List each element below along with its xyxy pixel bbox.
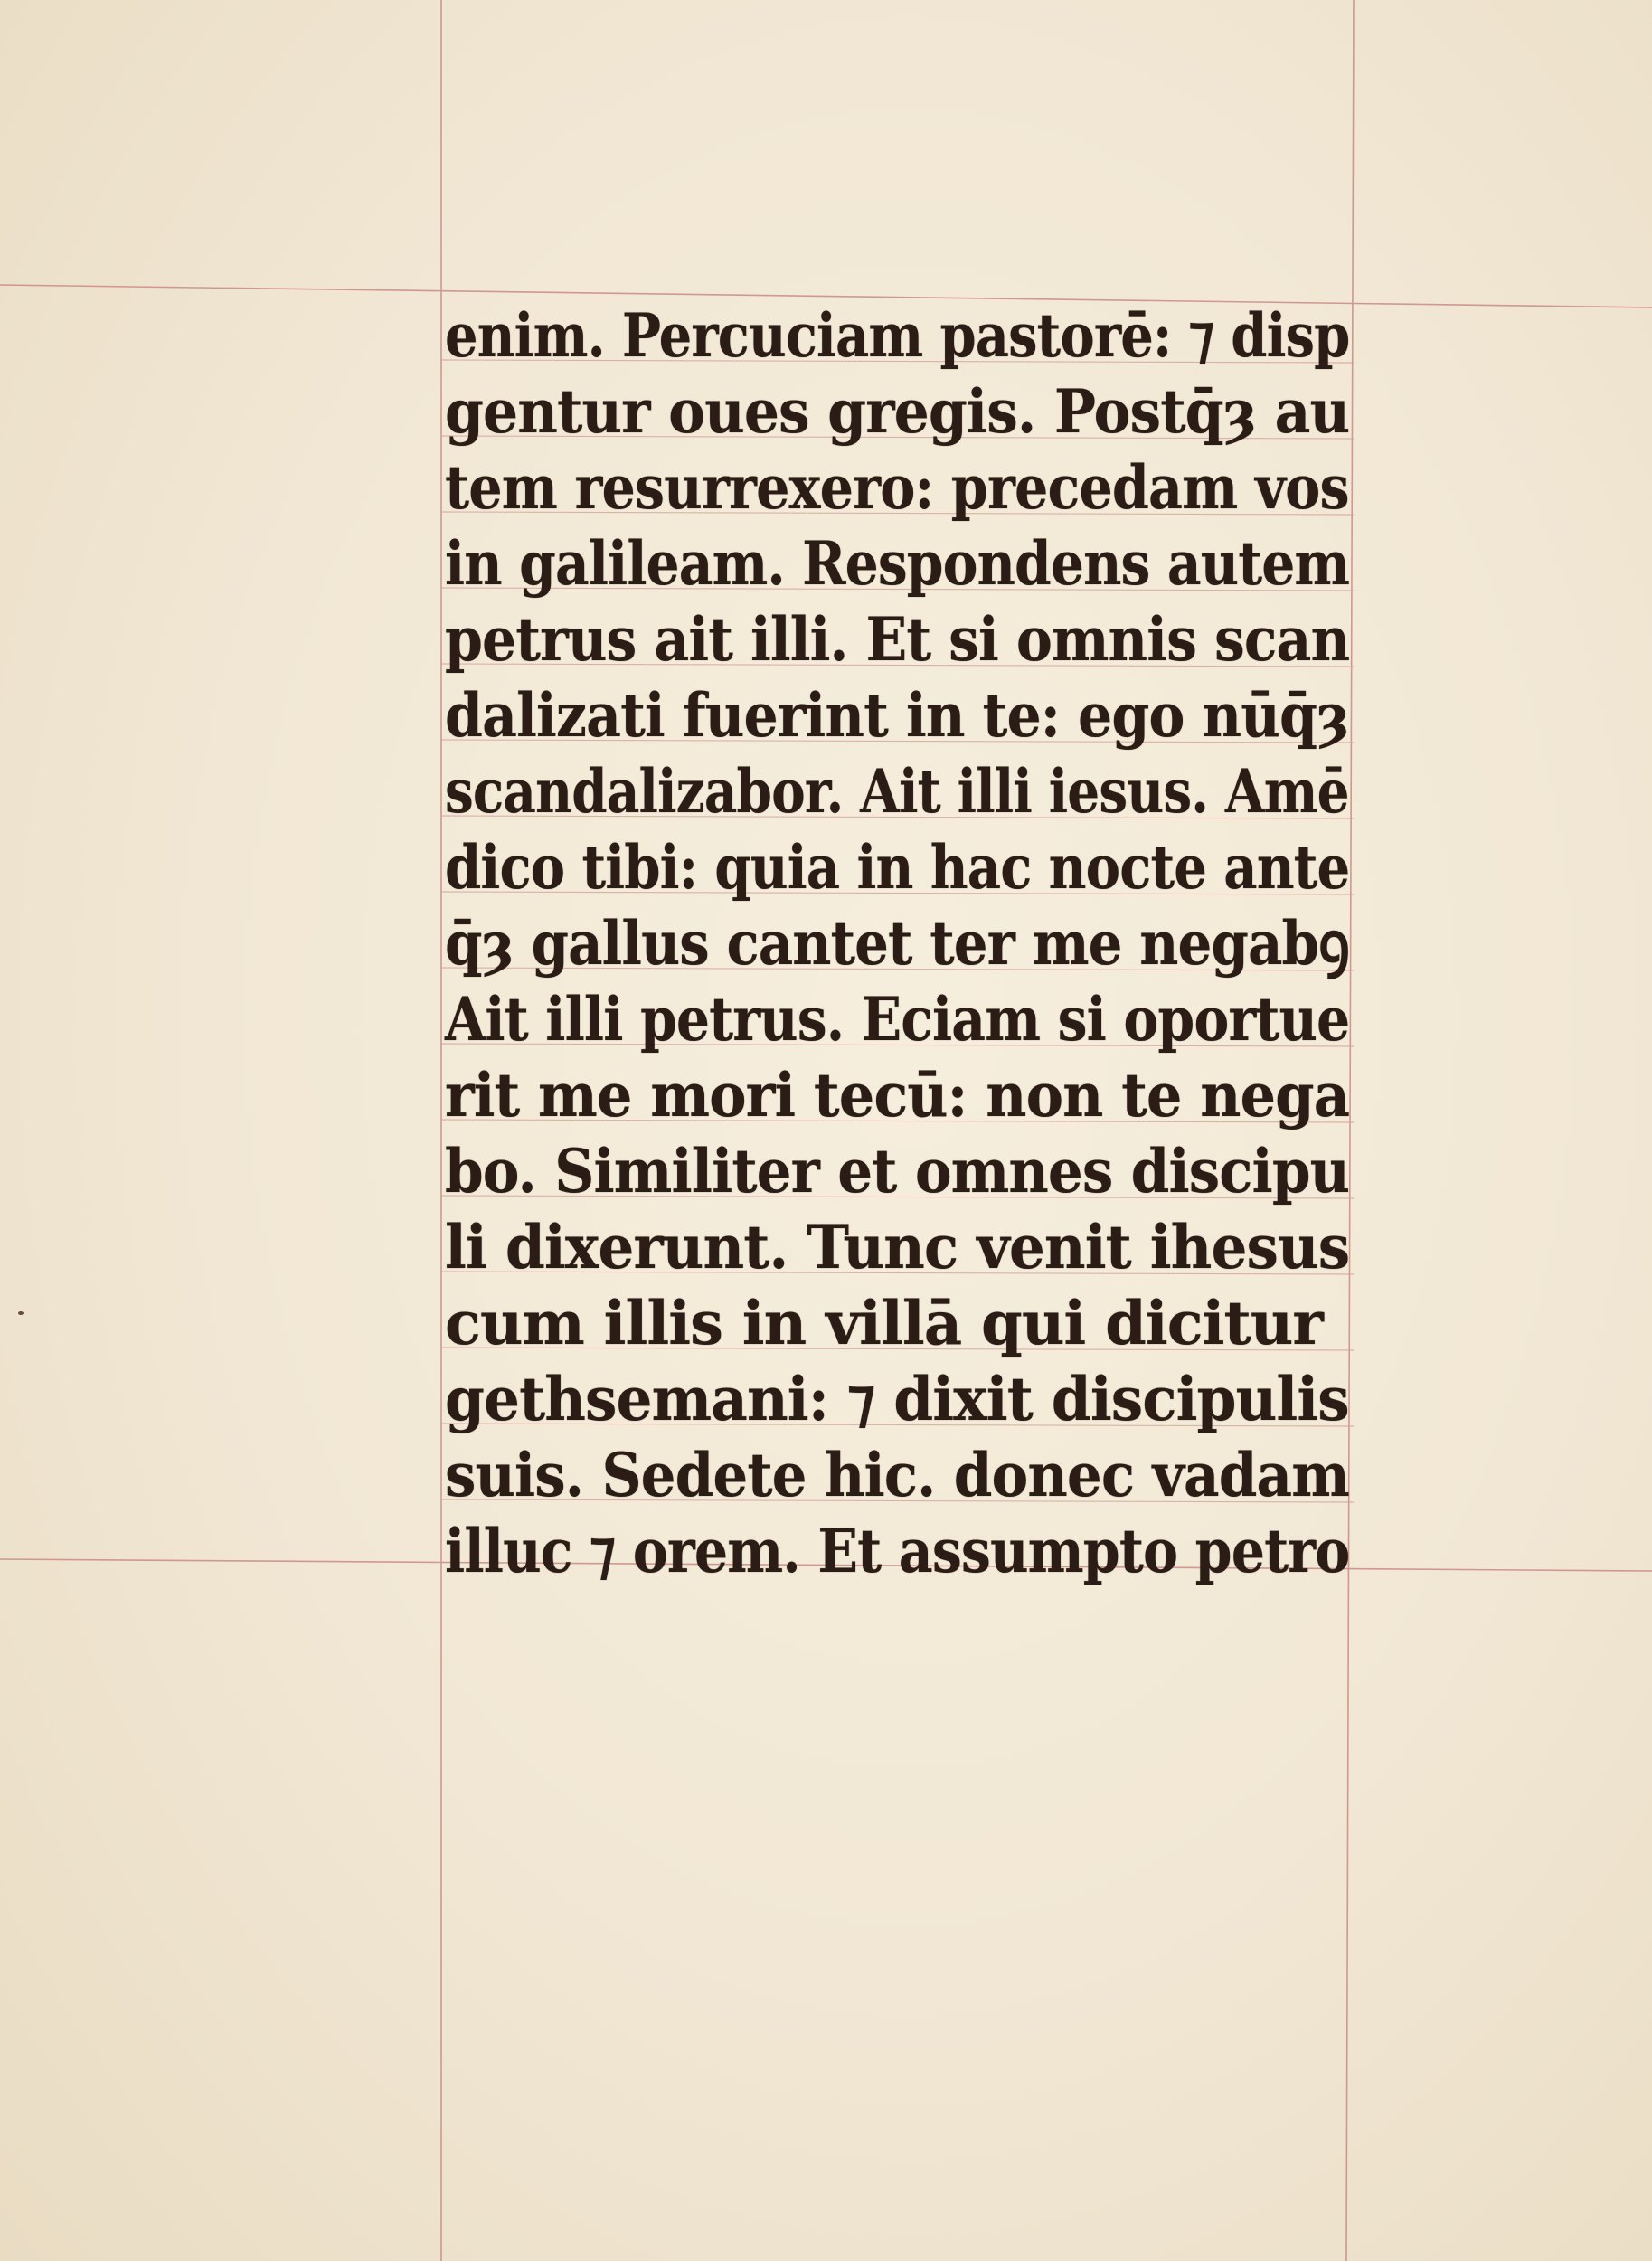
text-line: petrus ait illi. Et si omnis scan	[445, 604, 1350, 675]
text-line: dico tibi: quia in hac nocte ante	[445, 832, 1350, 903]
text-line: li dixerunt. Tunc venit ihesus	[445, 1212, 1350, 1282]
text-line: dalizati fuerint in te: ego nūq̄ȝ	[445, 680, 1349, 751]
text-line: bo. Similiter et omnes discipu	[445, 1136, 1350, 1206]
text-line: scandalizabor. Ait illi iesus. Amē	[445, 756, 1349, 827]
text-line: suis. Sedete hic. donec vadam	[445, 1440, 1349, 1510]
manuscript-text-block	[445, 298, 1356, 1586]
text-line: tem resurrexero: precedam vos	[445, 452, 1349, 523]
text-line: gethsemani: ⁊ dixit discipulis	[445, 1364, 1349, 1434]
ink-speck	[18, 1311, 24, 1315]
text-line: gentur oues gregis. Postq̄ȝ au	[445, 376, 1350, 447]
text-line: enim. Percuciam pastorē: ⁊ disp	[445, 300, 1350, 371]
text-line: rit me mori tecū: non te nega	[445, 1060, 1350, 1130]
text-line: q̄ȝ gallus cantet ter me negabꝯ	[445, 908, 1350, 979]
text-line: illuc ⁊ orem. Et assumpto petro	[445, 1516, 1350, 1586]
text-line: Ait illi petrus. Eciam si oportue	[445, 984, 1350, 1055]
text-line: in galileam. Respondens autem	[445, 528, 1350, 599]
text-line: cum illis in villā qui dicitur	[445, 1288, 1323, 1358]
